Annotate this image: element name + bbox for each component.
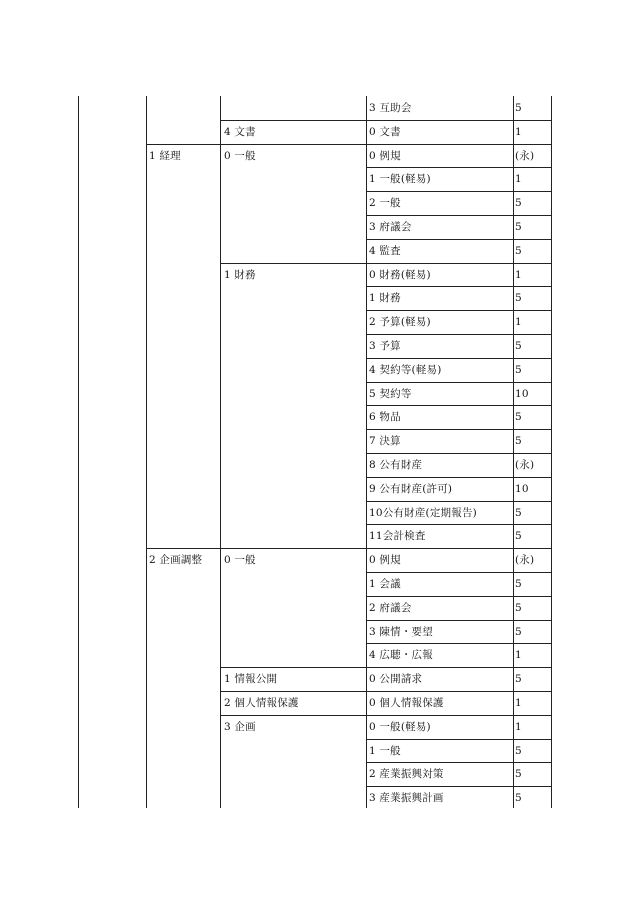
- row-rule: [366, 453, 551, 454]
- subcategory-cell: 3 産業振興計画: [369, 792, 444, 805]
- retention-period-cell: 5: [515, 102, 522, 114]
- subcategory-cell: 1 一般: [369, 744, 401, 757]
- subcategory-cell: 10公有財産(定期報告): [369, 506, 477, 519]
- row-rule: [366, 572, 551, 573]
- row-rule: [366, 524, 551, 525]
- group-cell: 1 経理: [149, 149, 181, 162]
- category-cell: 0 一般: [224, 554, 256, 567]
- retention-period-cell: 5: [515, 530, 522, 543]
- subcategory-cell: 0 例規: [369, 554, 401, 567]
- retention-period-cell: (永): [515, 554, 535, 567]
- row-rule: [366, 286, 551, 287]
- retention-period-cell: 1: [515, 649, 522, 662]
- subgroup-rule: [220, 715, 366, 716]
- row-rule: [366, 310, 551, 311]
- category-cell: 1 情報公開: [224, 673, 278, 686]
- retention-period-cell: (永): [515, 459, 535, 471]
- group-rule: [146, 548, 220, 549]
- column-rule: [551, 96, 552, 808]
- retention-period-cell: 1: [515, 125, 522, 138]
- row-rule: [366, 191, 551, 192]
- subcategory-cell: 0 例規: [369, 149, 401, 162]
- subcategory-cell: 0 公開請求: [369, 673, 423, 686]
- subcategory-cell: 4 契約等(軽易): [369, 363, 442, 376]
- row-rule: [366, 405, 551, 406]
- column-rule: [220, 96, 221, 808]
- retention-period-cell: 1: [515, 697, 522, 709]
- retention-period-cell: 1: [515, 268, 522, 281]
- subcategory-cell: 3 互助会: [369, 102, 412, 114]
- row-rule: [366, 167, 551, 168]
- retention-period-cell: 5: [515, 292, 522, 305]
- subcategory-cell: 0 個人情報保護: [369, 697, 444, 709]
- category-cell: 1 財務: [224, 268, 256, 281]
- row-rule: [366, 358, 551, 359]
- retention-period-cell: 5: [515, 625, 522, 638]
- category-cell: 3 企画: [224, 720, 256, 733]
- row-rule: [366, 596, 551, 597]
- subgroup-rule: [220, 263, 366, 264]
- subcategory-cell: 7 決算: [369, 435, 401, 448]
- row-rule: [366, 501, 551, 502]
- retention-period-cell: 10: [515, 482, 529, 495]
- group-rule: [146, 144, 220, 145]
- column-rule: [78, 96, 79, 808]
- group-cell: 2 企画調整: [149, 554, 203, 567]
- subcategory-cell: 2 産業振興対策: [369, 768, 444, 781]
- subcategory-cell: 0 財務(軽易): [369, 268, 431, 281]
- column-rule: [366, 96, 367, 808]
- row-rule: [366, 477, 551, 478]
- row-rule: [366, 620, 551, 621]
- subgroup-rule: [220, 144, 366, 145]
- row-rule: [366, 691, 551, 692]
- row-rule: [366, 429, 551, 430]
- subcategory-cell: 2 予算(軽易): [369, 316, 431, 329]
- subcategory-cell: 6 物品: [369, 411, 401, 424]
- subcategory-cell: 0 一般(軽易): [369, 720, 431, 733]
- category-cell: 4 文書: [224, 125, 256, 138]
- row-rule: [366, 643, 551, 644]
- retention-period-cell: 5: [515, 221, 522, 233]
- row-rule: [366, 548, 551, 549]
- row-rule: [366, 762, 551, 763]
- subcategory-cell: 3 陳情・要望: [369, 625, 433, 638]
- subgroup-rule: [220, 691, 366, 692]
- retention-period-cell: 5: [515, 768, 522, 781]
- retention-period-cell: (永): [515, 149, 535, 162]
- retention-period-cell: 5: [515, 363, 522, 376]
- subcategory-cell: 2 府議会: [369, 601, 412, 614]
- retention-period-cell: 1: [515, 720, 522, 733]
- subcategory-cell: 1 財務: [369, 292, 401, 305]
- column-rule: [513, 96, 514, 808]
- subcategory-cell: 9 公有財産(許可): [369, 482, 453, 495]
- retention-period-cell: 5: [515, 244, 522, 257]
- subcategory-cell: 5 契約等: [369, 387, 412, 400]
- row-rule: [366, 334, 551, 335]
- retention-period-cell: 5: [515, 340, 522, 352]
- subcategory-cell: 3 府議会: [369, 221, 412, 233]
- retention-period-cell: 5: [515, 744, 522, 757]
- subgroup-rule: [220, 120, 366, 121]
- subcategory-cell: 2 一般: [369, 197, 401, 210]
- retention-period-cell: 10: [515, 387, 529, 400]
- retention-period-cell: 5: [515, 673, 522, 686]
- row-rule: [366, 667, 551, 668]
- subgroup-rule: [220, 667, 366, 668]
- retention-period-cell: 5: [515, 411, 522, 424]
- subcategory-cell: 3 予算: [369, 340, 401, 352]
- category-cell: 2 個人情報保護: [224, 697, 299, 709]
- row-rule: [366, 120, 551, 121]
- row-rule: [366, 786, 551, 787]
- retention-period-cell: 5: [515, 435, 522, 448]
- row-rule: [366, 382, 551, 383]
- subgroup-rule: [220, 548, 366, 549]
- subcategory-cell: 11会計検査: [369, 530, 426, 543]
- row-rule: [366, 263, 551, 264]
- row-rule: [366, 715, 551, 716]
- subcategory-cell: 8 公有財産: [369, 459, 423, 471]
- retention-period-cell: 5: [515, 197, 522, 210]
- retention-period-cell: 1: [515, 173, 522, 186]
- category-cell: 0 一般: [224, 149, 256, 162]
- row-rule: [366, 215, 551, 216]
- subcategory-cell: 4 広聴・広報: [369, 649, 433, 662]
- row-rule: [366, 144, 551, 145]
- subcategory-cell: 1 一般(軽易): [369, 173, 431, 186]
- row-rule: [366, 739, 551, 740]
- subcategory-cell: 1 会議: [369, 578, 401, 590]
- subcategory-cell: 4 監査: [369, 244, 401, 257]
- retention-period-cell: 5: [515, 506, 522, 519]
- row-rule: [366, 239, 551, 240]
- retention-period-cell: 5: [515, 601, 522, 614]
- retention-period-cell: 1: [515, 316, 522, 329]
- subcategory-cell: 0 文書: [369, 125, 401, 138]
- retention-period-cell: 5: [515, 792, 522, 805]
- retention-period-cell: 5: [515, 578, 522, 590]
- column-rule: [146, 96, 147, 808]
